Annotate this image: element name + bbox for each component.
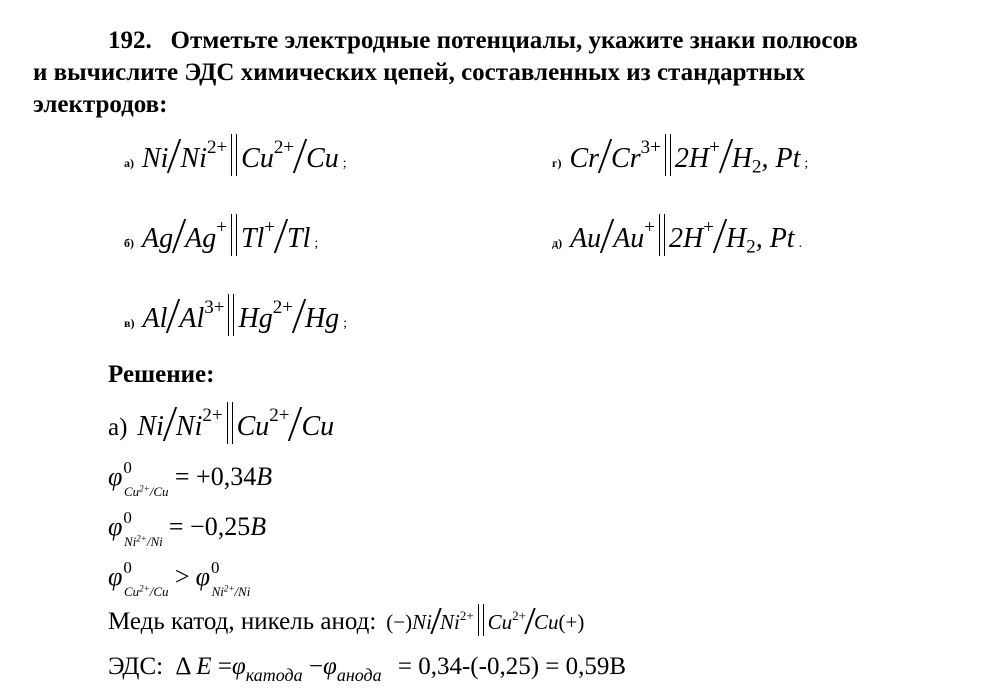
phi-subscript: $Ni^{2+}/Ni$: [124, 533, 163, 549]
anode-sign: (−): [386, 610, 413, 634]
metal: Au: [570, 223, 602, 254]
phi-ni-equation: [108, 508, 267, 549]
ion: 2H: [669, 223, 704, 254]
cell-label: в): [124, 316, 135, 330]
ion: Tl: [240, 223, 265, 254]
cathode-sign: (+): [558, 610, 585, 634]
problem-text-1: Отметьте электродные потенциалы, укажите знаки полюсов: [170, 27, 858, 54]
phi-symbol: $\varphi^0$ $Cu^{2+}/Cu$: [108, 558, 169, 599]
ion-charge: +: [216, 216, 227, 238]
cell-b: [124, 214, 318, 256]
cell-v: [124, 294, 347, 336]
ion-charge: +: [703, 216, 714, 238]
ion: Au: [613, 223, 645, 254]
metal: Ni: [137, 411, 164, 442]
standard-zero: 0: [210, 558, 220, 577]
cell-label: д): [552, 236, 563, 250]
phi-value: = −0,25B: [168, 512, 267, 541]
cell-d: [552, 214, 802, 256]
cell-g: [552, 134, 808, 176]
punct: .: [798, 236, 803, 251]
cell-a: [124, 134, 347, 176]
phi-symbol: φ: [322, 653, 337, 680]
punct: ;: [343, 316, 348, 331]
metal: Al: [142, 303, 168, 334]
salt-bridge: [659, 214, 665, 256]
ion: Al: [179, 303, 205, 334]
subscript: 2: [752, 156, 762, 178]
equals: =: [217, 653, 232, 680]
ion: 2H: [674, 143, 710, 174]
standard-zero: 0: [123, 508, 132, 527]
salt-bridge: [231, 134, 237, 176]
solution-part-a: [108, 402, 334, 444]
cathode-subscript: катода: [245, 665, 303, 686]
ion-charge: 2+: [269, 404, 290, 426]
ion-charge: +: [264, 216, 276, 238]
ion: Ag: [185, 223, 217, 254]
ion-charge: 3+: [204, 296, 225, 318]
conclusion-line: Медь катод, никель анод: (−)Ni $Ni^{2+}$ $Cu^{2+}$ Cu(+): [108, 604, 584, 636]
metal: Tl: [287, 223, 311, 254]
metal: Ni: [142, 143, 169, 174]
emf-symbol: E: [196, 653, 212, 680]
emf-line: [108, 653, 627, 686]
inert-electrode: , Pt: [755, 223, 795, 254]
problem-line-3: электродов:: [33, 91, 168, 118]
problem-number: 192.: [108, 27, 152, 54]
ion-charge: 2+: [202, 404, 223, 426]
salt-bridge: [228, 294, 234, 336]
standard-zero: 0: [123, 558, 132, 577]
punct: ;: [342, 156, 347, 171]
standard-zero: 0: [123, 458, 132, 477]
ion-charge: 2+: [273, 136, 295, 158]
conclusion-text: Медь катод, никель анод:: [108, 608, 377, 635]
phi-cu-equation: [108, 458, 273, 499]
metal: Cr: [569, 143, 600, 174]
ion: Cu: [236, 411, 270, 442]
phi-comparison: [108, 558, 251, 599]
phi-symbol: $\varphi^0$ $Cu^{2+}/Cu$: [108, 458, 169, 499]
gas: H: [731, 143, 753, 174]
minus: −: [308, 653, 323, 680]
cell-label: б): [124, 236, 134, 250]
ion: Ni: [175, 411, 203, 442]
metal: Cu: [306, 143, 339, 174]
metal: Hg: [304, 303, 340, 334]
ion: Cu: [241, 143, 274, 174]
anode-subscript: анода: [336, 665, 382, 686]
ion: Cr: [611, 143, 641, 174]
phi-value: = +0,34B: [174, 462, 273, 491]
emf-calculation: = 0,34-(-0,25) = 0,59В: [397, 653, 627, 680]
punct: ;: [314, 236, 319, 251]
metal: Cu: [301, 411, 335, 442]
salt-bridge: [231, 214, 237, 256]
salt-bridge: [665, 134, 671, 176]
part-label: а): [108, 414, 128, 441]
phi-symbol: $\varphi^0$ $Ni^{2+}/Ni$: [195, 558, 251, 599]
ion-charge: +: [644, 216, 656, 238]
problem-line-1: [108, 25, 858, 56]
ion-charge: +: [709, 136, 720, 158]
salt-bridge: [227, 402, 233, 444]
subscript: 2: [746, 236, 756, 258]
ion-charge: 2+: [272, 296, 293, 318]
gas: H: [725, 223, 747, 254]
cell-label: г): [552, 156, 562, 170]
ion-charge: 3+: [640, 136, 661, 158]
phi-subscript: $Cu^{2+}/Cu$: [124, 583, 169, 599]
ion-charge: 2+: [206, 136, 228, 158]
punct: ;: [804, 156, 809, 171]
phi-symbol: $\varphi^0$ $Ni^{2+}/Ni$: [108, 508, 163, 549]
phi-symbol: φ: [231, 653, 246, 680]
greater-than: >: [174, 562, 190, 591]
delta-symbol: Δ: [175, 653, 191, 680]
solution-heading: Решение:: [108, 361, 215, 388]
ion: Hg: [238, 303, 273, 334]
phi-subscript: $Ni^{2+}/Ni$: [211, 583, 251, 599]
phi-subscript: $Cu^{2+}/Cu$: [124, 483, 169, 499]
cell-label: а): [124, 156, 134, 170]
salt-bridge: [478, 604, 484, 636]
problem-line-2: и вычислите ЭДС химических цепей, составленных из стандартных: [33, 59, 805, 86]
metal: Ag: [142, 223, 174, 254]
emf-label: ЭДС:: [108, 653, 164, 680]
ion: Ni: [180, 143, 207, 174]
inert-electrode: , Pt: [761, 143, 801, 174]
